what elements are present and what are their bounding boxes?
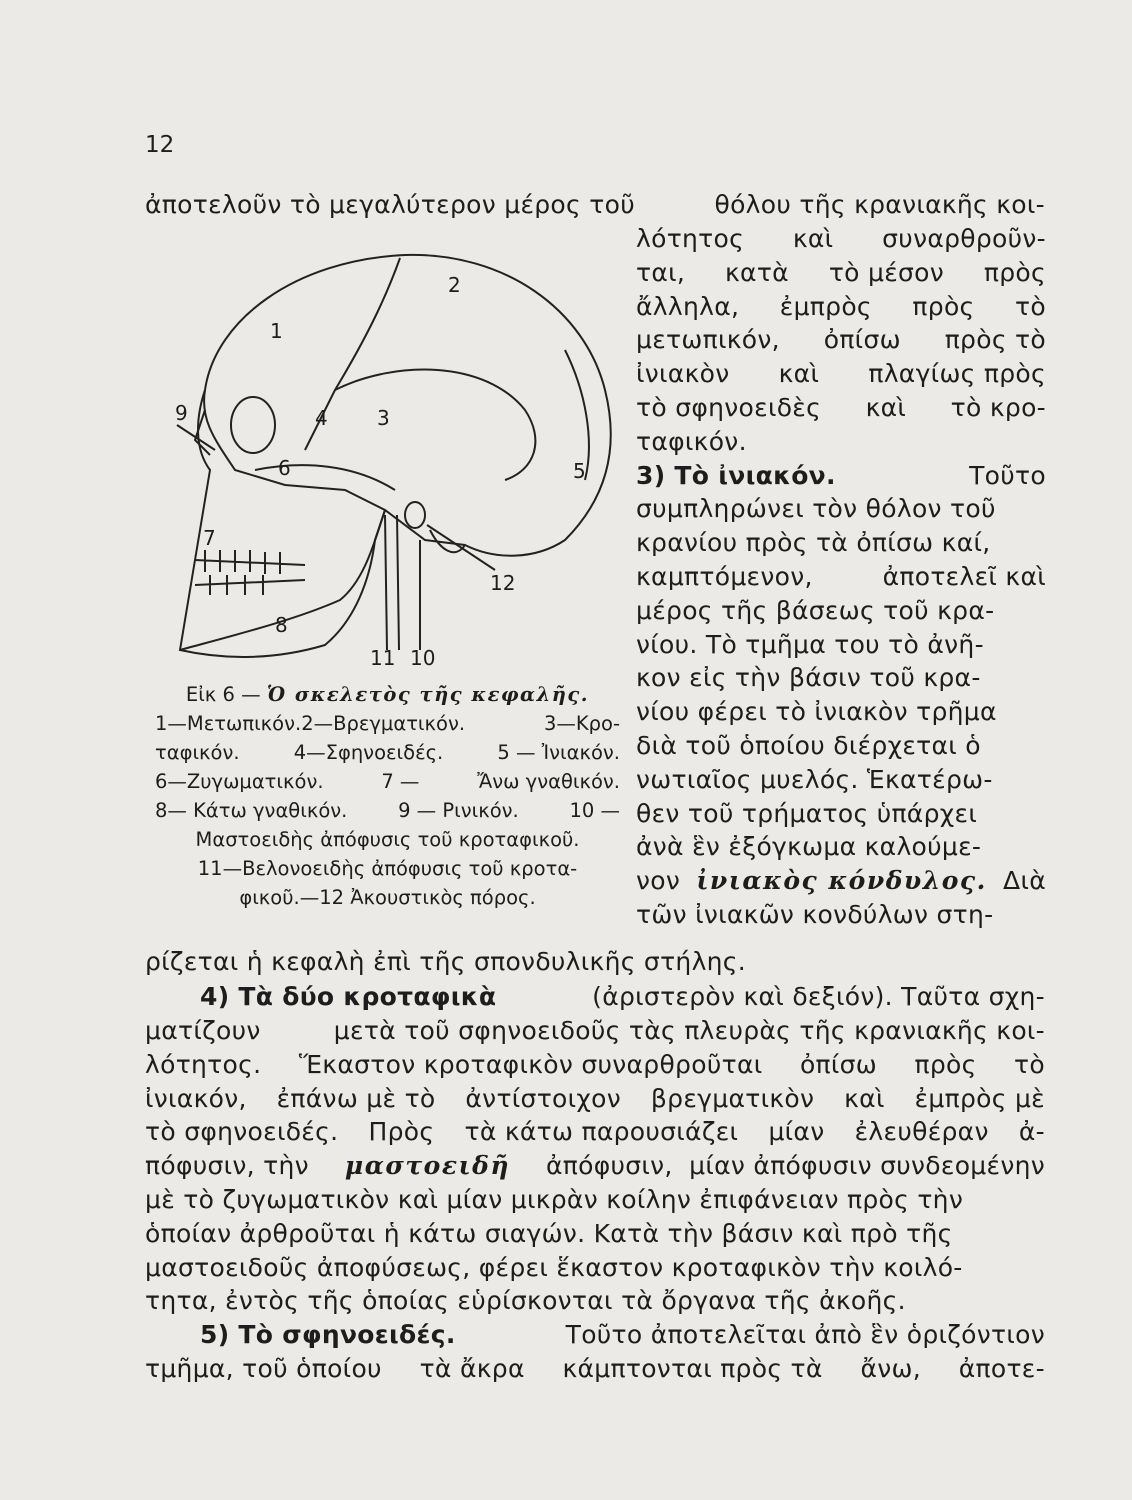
right-column-line bbox=[636, 224, 1046, 254]
text-segment: (ἀριστερὸν καὶ δεξιόν). Ταῦτα σχη- bbox=[592, 982, 1045, 1011]
text-segment: ὀπίσω bbox=[799, 1049, 878, 1079]
text-segment: ματίζουν bbox=[145, 1016, 261, 1045]
right-column-line bbox=[636, 562, 1046, 592]
text-line-top bbox=[145, 190, 1045, 220]
caption-segment: 8— Κάτω γναθικόν. bbox=[155, 799, 348, 822]
caption-line bbox=[155, 767, 620, 796]
text-segment: τὸ κρο- bbox=[950, 393, 1046, 422]
right-column-line bbox=[636, 799, 1046, 829]
caption-line bbox=[155, 738, 620, 767]
text-segment: θόλου τῆς κρανιακῆς κοι- bbox=[714, 190, 1045, 219]
figure-label-6: 6 bbox=[278, 456, 291, 480]
text-segment: Τοῦτο ἀποτελεῖται ἀπὸ ἓν ὁριζόντιον bbox=[565, 1320, 1045, 1349]
text-segment: ὁποίαν ἀρθροῦται ἡ κάτω σιαγών. Κατὰ τὴν βάσιν καὶ πρὸ τῆς bbox=[145, 1218, 953, 1248]
text-line-mastoid bbox=[145, 1151, 1045, 1181]
text-segment: λότητος bbox=[636, 224, 745, 253]
text-line bbox=[145, 1185, 1045, 1215]
text-line bbox=[145, 1016, 1045, 1046]
text-segment: λότητος. bbox=[145, 1049, 262, 1079]
text-line bbox=[145, 1219, 1045, 1249]
right-column-line bbox=[636, 765, 1046, 795]
lower-teeth bbox=[195, 575, 305, 595]
text-line bbox=[145, 947, 1045, 977]
ear-canal bbox=[405, 502, 425, 528]
text-segment: πρὸς bbox=[914, 1049, 977, 1079]
right-column-line bbox=[636, 697, 1046, 727]
text-segment: θεν τοῦ τρήματος ὑπάρχει bbox=[636, 798, 978, 828]
right-column-line bbox=[636, 494, 1046, 524]
text-segment: ἄνω, bbox=[860, 1354, 921, 1383]
temporal-line bbox=[335, 370, 535, 480]
text-segment: πρὸς bbox=[912, 291, 975, 321]
paragraph-4-first-line bbox=[200, 982, 1045, 1012]
orbit bbox=[231, 397, 275, 453]
figure-caption bbox=[155, 680, 620, 912]
text-segment: ἀποτελοῦν τὸ μεγαλύτερον μέρος τοῦ bbox=[145, 190, 635, 219]
text-segment: κρανίου πρὸς τὰ ὀπίσω καί, bbox=[636, 528, 991, 558]
text-segment: τὰ ἄκρα bbox=[419, 1354, 525, 1383]
text-segment: ταφικόν. bbox=[636, 426, 747, 456]
text-segment: μὲ τὸ ζυγωματικὸν καὶ μίαν μικρὰν κοίλην ἐπιφάνειαν πρὸς τὴν bbox=[145, 1185, 964, 1214]
text-line bbox=[145, 1117, 1045, 1147]
text-line-last bbox=[145, 1354, 1045, 1384]
text-line bbox=[145, 1050, 1045, 1080]
text-segment: μίαν bbox=[768, 1117, 825, 1147]
right-column-line bbox=[636, 393, 1046, 423]
right-column-line bbox=[636, 258, 1046, 288]
text-segment: τῶν ἰνιακῶν κονδύλων στη- bbox=[636, 900, 994, 929]
text-segment: τὸ σφηνοειδές. bbox=[145, 1117, 339, 1147]
text-segment: νωτιαῖος μυελός. Ἑκατέρω- bbox=[636, 764, 993, 794]
figure-label-2: 2 bbox=[448, 273, 461, 297]
text-segment: ἰνιακὸς κόνδυλος. bbox=[696, 866, 987, 896]
caption-segment: Ἄνω γναθικόν. bbox=[477, 770, 620, 793]
text-segment: μέρος τῆς βάσεως τοῦ κρα- bbox=[636, 595, 995, 625]
caption-segment: 1—Μετωπικόν.2—Βρεγματικόν. bbox=[155, 712, 466, 735]
text-segment: τητα, ἐντὸς τῆς ὁποίας εὑρίσκονται τὰ ὄργανα τῆς ἀκοῆς. bbox=[145, 1286, 906, 1316]
text-segment: ἀνὰ ἓν ἐξόγκωμα καλούμε- bbox=[636, 832, 982, 862]
text-line bbox=[145, 1286, 1045, 1316]
nasal bbox=[195, 410, 210, 455]
caption-segment: 5 — Ἰνιακόν. bbox=[497, 741, 620, 764]
figure-label-11: 11 bbox=[370, 646, 396, 670]
text-segment: ἀ- bbox=[1018, 1117, 1045, 1147]
skull-figure bbox=[165, 240, 635, 670]
right-column-line bbox=[636, 866, 1046, 896]
text-segment: ἰνιακόν, bbox=[145, 1083, 247, 1113]
text-segment: Τοῦτο bbox=[969, 460, 1046, 490]
text-segment: συμπληρώνει τὸν θόλον τοῦ bbox=[636, 494, 996, 524]
caption-segment: 10 — bbox=[569, 799, 620, 822]
figure-label-7: 7 bbox=[203, 526, 216, 550]
text-line bbox=[145, 1084, 1045, 1114]
right-column-line bbox=[636, 630, 1046, 660]
pointer-12 bbox=[427, 525, 495, 570]
caption-segment: 9 — Ρινικόν. bbox=[398, 799, 519, 822]
right-column-line bbox=[636, 461, 1046, 491]
caption-line bbox=[155, 854, 620, 883]
text-segment: νον bbox=[636, 866, 681, 896]
styloid bbox=[385, 515, 399, 650]
text-segment: μαστοειδοῦς ἀποφύσεως, φέρει ἕκαστον κροταφικὸν τὴν κοιλό- bbox=[145, 1252, 963, 1282]
text-segment: τμῆμα, τοῦ ὁποίου bbox=[145, 1354, 382, 1383]
caption-segment: 7 — bbox=[381, 770, 420, 793]
text-segment: διὰ τοῦ ὁποίου διέρχεται ὁ bbox=[636, 731, 981, 760]
caption-segment: 6—Ζυγωματικόν. bbox=[155, 770, 324, 793]
text-segment: ἐμπρὸς μὲ bbox=[914, 1083, 1045, 1113]
text-segment: συναρθροῦν- bbox=[882, 224, 1046, 253]
text-segment: κον εἰς τὴν βάσιν τοῦ κρα- bbox=[636, 663, 981, 693]
text-segment: ἐλευθέραν bbox=[854, 1117, 989, 1147]
figure-label-12: 12 bbox=[490, 571, 516, 595]
text-segment: καὶ bbox=[865, 393, 907, 422]
figure-label-4: 4 bbox=[315, 406, 328, 430]
text-segment: ἀποτελεῖ καὶ bbox=[882, 562, 1046, 591]
figure-label-8: 8 bbox=[275, 613, 288, 637]
caption-prefix: Εἰκ 6 — bbox=[185, 683, 267, 706]
figure-label-3: 3 bbox=[377, 406, 390, 430]
text-segment: τὸ bbox=[1015, 291, 1046, 321]
text-segment: νίου φέρει τὸ ἰνιακὸν τρῆμα bbox=[636, 697, 997, 727]
text-segment: ἰνιακὸν bbox=[636, 359, 730, 389]
text-segment: τὸ μέσον bbox=[828, 257, 945, 287]
text-segment: ὀπίσω bbox=[823, 325, 901, 355]
mastoid-term: μαστοειδῆ bbox=[344, 1151, 511, 1180]
text-segment: βρεγματικὸν bbox=[650, 1083, 815, 1113]
caption-segment: 11—Βελονοειδὴς ἀπόφυσις τοῦ κροτα- bbox=[197, 857, 578, 880]
figure-label-5: 5 bbox=[573, 459, 586, 483]
caption-segment: φικοῦ.—12 Ἀκουστικὸς πόρος. bbox=[239, 886, 536, 909]
text-segment: ἐπάνω μὲ τὸ bbox=[276, 1083, 436, 1113]
figure-label-1: 1 bbox=[270, 319, 283, 343]
caption-segment: Μαστοειδὴς ἀπόφυσις τοῦ κροταφικοῦ. bbox=[195, 828, 580, 851]
text-segment: μετὰ τοῦ σφηνοειδοῦς τὰς πλευρὰς τῆς κρανιακῆς κοι- bbox=[333, 1016, 1045, 1045]
right-column-line bbox=[636, 325, 1046, 355]
text-segment: καὶ bbox=[778, 359, 820, 389]
page-number: 12 bbox=[145, 132, 175, 158]
caption-segment: ταφικόν. bbox=[155, 741, 240, 764]
right-column-line bbox=[636, 731, 1046, 761]
caption-line bbox=[155, 883, 620, 912]
right-column-line bbox=[636, 596, 1046, 626]
right-column-line bbox=[636, 359, 1046, 389]
upper-teeth bbox=[195, 550, 305, 574]
text-segment: Διὰ bbox=[1003, 866, 1046, 896]
right-column-line bbox=[636, 900, 1046, 930]
text-segment: 3) Τὸ ἰνιακόν. bbox=[636, 460, 836, 490]
text-line bbox=[145, 1253, 1045, 1283]
figure-label-10: 10 bbox=[410, 646, 436, 670]
zygomatic-arch bbox=[255, 465, 395, 490]
text-segment: Ἕκαστον κροταφικὸν συναρθροῦται bbox=[298, 1049, 763, 1079]
text-segment: ρίζεται ἡ κεφαλὴ ἐπὶ τῆς σπονδυλικῆς στήλης. bbox=[145, 947, 747, 976]
text-segment: καὶ bbox=[844, 1083, 885, 1113]
text-segment: τὸ bbox=[1014, 1049, 1045, 1079]
text-segment: τὰ κάτω παρουσιάζει bbox=[464, 1117, 739, 1147]
text-segment: κάμπτονται πρὸς τὰ bbox=[562, 1354, 823, 1383]
text-segment: πρὸς bbox=[983, 257, 1046, 287]
caption-line bbox=[155, 709, 620, 738]
caption-line bbox=[155, 796, 620, 825]
paragraph-4-heading: 4) Τὰ δύο κροταφικὰ bbox=[200, 982, 497, 1011]
text-segment: Πρὸς bbox=[368, 1117, 435, 1147]
text-segment: ἀποτε- bbox=[958, 1354, 1045, 1383]
right-column-line bbox=[636, 528, 1046, 558]
text-segment: πλαγίως πρὸς bbox=[868, 359, 1046, 389]
text-segment: καὶ bbox=[792, 224, 834, 253]
text-segment: ἀπόφυσιν, μίαν ἀπόφυσιν συνδεομένην bbox=[545, 1151, 1045, 1180]
cranium-outline bbox=[204, 255, 611, 556]
text-segment: ἀντίστοιχον bbox=[465, 1083, 622, 1113]
caption-title-bold: Ὁ σκελετὸς τῆς κεφαλῆς. bbox=[266, 683, 590, 706]
text-segment: ἐμπρὸς bbox=[779, 291, 872, 321]
figure-label-9: 9 bbox=[175, 401, 188, 425]
right-column-line bbox=[636, 427, 1046, 457]
caption-line bbox=[155, 825, 620, 854]
caption-segment: 4—Σφηνοειδές. bbox=[293, 741, 444, 764]
caption-title bbox=[155, 680, 620, 709]
text-segment: πόφυσιν, τὴν bbox=[145, 1151, 309, 1180]
caption-segment: 3—Κρο- bbox=[543, 712, 620, 735]
text-segment: ται, bbox=[636, 257, 686, 287]
right-column-line bbox=[636, 832, 1046, 862]
paragraph-5-heading: 5) Τὸ σφηνοειδές. bbox=[200, 1320, 456, 1349]
text-segment: μετωπικόν, bbox=[636, 325, 780, 355]
text-segment: νίου. Τὸ τμῆμα του τὸ ἀνῆ- bbox=[636, 629, 984, 659]
text-segment: καμπτόμενον, bbox=[636, 562, 813, 591]
text-segment: πρὸς τὸ bbox=[944, 325, 1046, 355]
right-column-line bbox=[636, 663, 1046, 693]
text-segment: τὸ σφηνοειδὲς bbox=[636, 393, 822, 422]
right-column-line bbox=[636, 292, 1046, 322]
text-segment: ἄλληλα, bbox=[636, 291, 740, 321]
paragraph-5-first-line bbox=[200, 1320, 1045, 1350]
text-segment: κατὰ bbox=[725, 257, 789, 287]
